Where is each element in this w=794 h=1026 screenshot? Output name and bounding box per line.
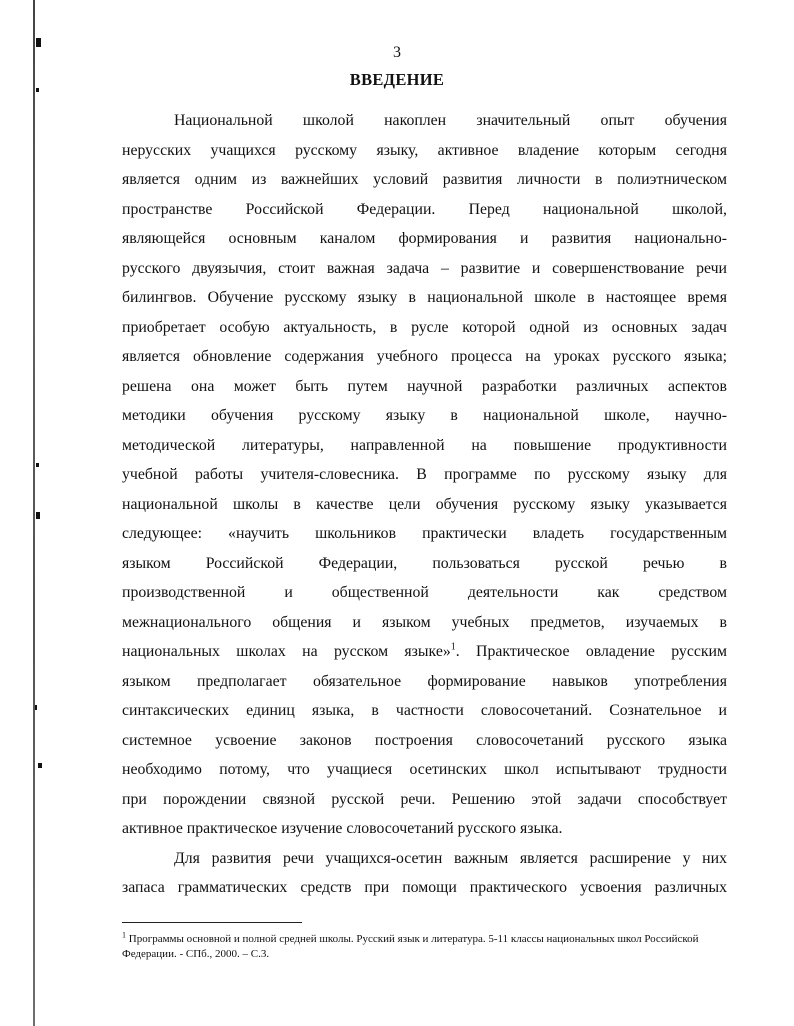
footnote-text: Программы основной и полной средней школы. Русский язык и литература. 5-11 классы национальных школ Российской Федерации. - СПб., 2000. – С.3. — [122, 933, 699, 960]
text-line: языком предполагает обязательное формирование навыков употребления — [122, 672, 727, 690]
text-line: учебной работы учителя-словесника. В программе по русскому языку для — [122, 466, 727, 483]
text-line: является обновление содержания учебного процесса на уроках русского языка; — [122, 348, 727, 365]
scan-speck — [35, 705, 37, 710]
text-line: синтаксических единиц языка, в частности словосочетаний. Сознательное и — [122, 702, 727, 719]
footnote-divider — [122, 922, 302, 923]
text-line: Национальной школой накоплен значительный опыт обучения — [174, 112, 727, 129]
text-fragment: национальных школах на русском языке» — [122, 643, 451, 660]
text-line: Для развития речи учащихся-осетин важным является расширение у них — [174, 849, 727, 867]
scan-speck — [36, 512, 40, 519]
text-line: решена она может быть путем научной разработки различных аспектов — [122, 377, 727, 395]
scan-speck — [38, 763, 42, 768]
scan-speck — [36, 463, 39, 467]
text-line: нерусских учащихся русскому языку, активное владение которым сегодня — [122, 141, 727, 159]
text-line: при порождении связной русской речи. Решению этой задачи способствует — [122, 790, 727, 808]
text-line: запаса грамматических средств при помощи практического усвоения различных — [122, 879, 727, 896]
text-line-with-footnote — [122, 637, 727, 667]
text-line: языком Российской Федерации, пользоваться русской речью в — [122, 554, 727, 572]
text-line: приобретает особую актуальность, в русле которой одной из основных задач — [122, 318, 727, 336]
text-line: являющейся основным каналом формирования и развития национально- — [122, 230, 727, 247]
body-text — [122, 106, 727, 903]
text-line: методики обучения русскому языку в национальной школе, научно- — [122, 407, 727, 424]
page-title: ВВЕДЕНИЕ — [349, 70, 445, 89]
text-line: русского двуязычия, стоит важная задача – развитие и совершенствование речи — [122, 259, 727, 277]
text-line: системное усвоение законов построения словосочетаний русского языка — [122, 731, 727, 749]
text-line: межнационального общения и языком учебных предметов, изучаемых в — [122, 613, 727, 631]
text-line: производственной и общественной деятельности как средством — [122, 584, 727, 601]
footnote-ref: 1 — [450, 641, 456, 653]
text-line: национальной школы в качестве цели обучения русскому языку указывается — [122, 495, 727, 513]
scan-edge — [33, 0, 35, 1026]
text-line: методической литературы, направленной на повышение продуктивности — [122, 436, 727, 454]
text-line: является одним из важнейших условий развития личности в полиэтническом — [122, 171, 727, 188]
footnote — [122, 932, 727, 962]
text-line: активное практическое изучение словосочетаний русского языка. — [122, 820, 563, 837]
text-line: билингвов. Обучение русскому языку в национальной школе в настоящее время — [122, 289, 727, 306]
text-line: следующее: «научить школьников практически владеть государственным — [122, 525, 727, 542]
text-fragment: . Практическое овладение русским — [455, 643, 727, 660]
text-line: необходимо потому, что учащиеся осетинских школ испытывают трудности — [122, 761, 727, 778]
footnote-mark: 1 — [122, 930, 126, 940]
page-number: 3 — [393, 44, 401, 61]
text-line: пространстве Российской Федерации. Перед национальной школой, — [122, 200, 727, 218]
